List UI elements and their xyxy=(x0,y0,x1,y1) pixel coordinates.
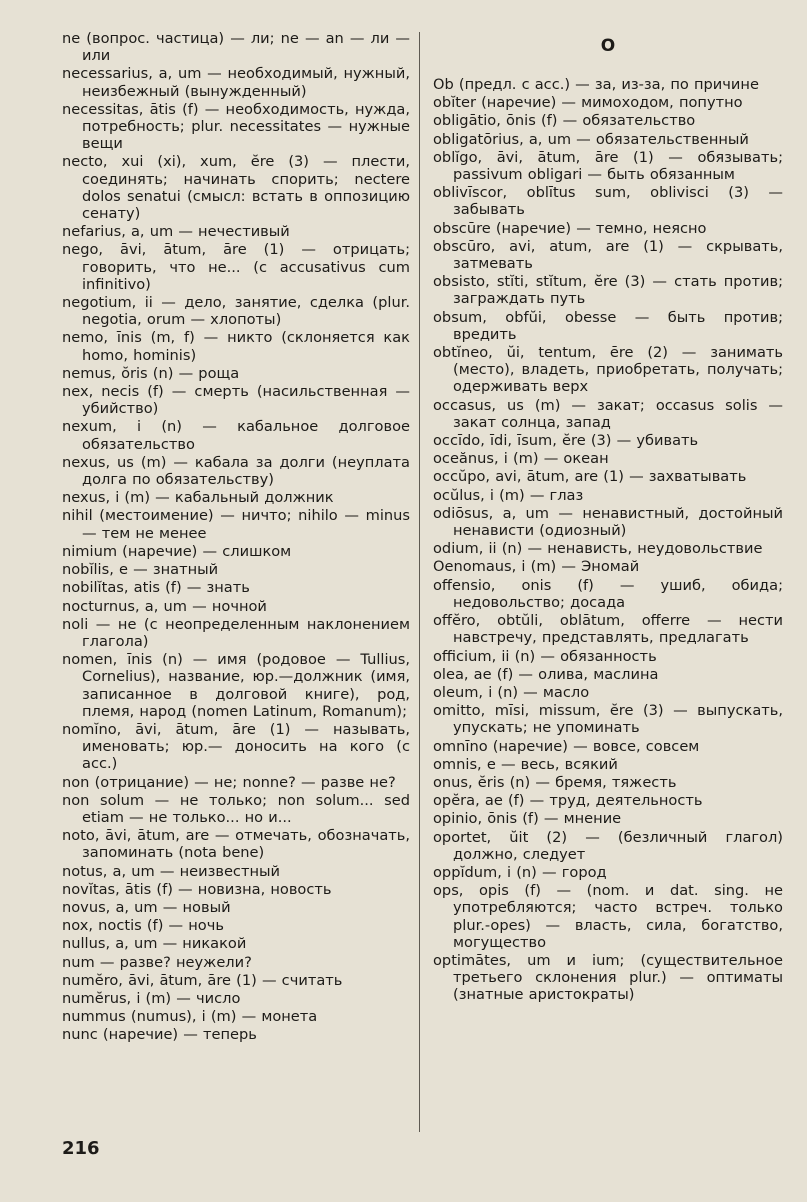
dictionary-entry: novĭtas, ātis (f) — новизна, новость xyxy=(62,880,332,898)
dictionary-entry: obscūro, avi, atum, are (1) — скрывать, затмевать xyxy=(433,237,783,273)
dictionary-entry: nexum, i (n) — кабальное долговое обязательство xyxy=(62,418,410,453)
dictionary-entry: nummus (numus), i (m) — монета xyxy=(62,1008,318,1026)
dictionary-entry: offensio, onis (f) — ушиб, обида; недовольство; досада xyxy=(433,576,783,611)
dictionary-entry: nihil (местоимение) — ничто; nihilo — minus — тем не менее xyxy=(62,507,410,542)
dictionary-entry: oblĭgo, āvi, ātum, āre (1) — обязывать; passivum obligari — быть обязанным xyxy=(433,148,783,184)
dictionary-entry: nullus, a, um — никакой xyxy=(62,935,247,953)
dictionary-entry: omnis, e — весь, всякий xyxy=(433,755,618,773)
dictionary-entry: novus, a, um — новый xyxy=(62,898,231,916)
dictionary-entry: nimium (наречие) — слишком xyxy=(62,542,292,560)
dictionary-entry: non solum — не только; non solum... sed etiam — не только... но и... xyxy=(62,791,410,826)
dictionary-entry: oportet, ŭit (2) — (безличный глагол) должно, следует xyxy=(433,828,783,863)
dictionary-entry: obsisto, stĭti, stĭtum, ĕre (3) — стать против; заграждать путь xyxy=(433,273,783,308)
section-letter: O xyxy=(600,36,616,56)
dictionary-entry: nexus, us (m) — кабала за долги (неуплата долга по обязательству) xyxy=(62,453,410,489)
dictionary-entry: nunc (наречие) — теперь xyxy=(62,1026,257,1044)
dictionary-entry: olea, ae (f) — олива, маслина xyxy=(433,665,659,683)
dictionary-entry: omnīno (наречие) — вовсе, совсем xyxy=(433,737,700,755)
dictionary-entry: omitto, mīsi, missum, ĕre (3) — выпускать, упускать; не упоминать xyxy=(433,702,783,737)
dictionary-entry: negotium, ii — дело, занятие, сделка (plur. negotia, orum — хлопоты) xyxy=(62,294,410,329)
dictionary-entry: occŭpo, avi, ātum, are (1) — захватывать xyxy=(433,468,747,486)
dictionary-entry: opĕra, ae (f) — труд, деятельность xyxy=(433,792,703,810)
dictionary-entry: nomen, īnis (n) — имя (родовое — Tullius, Cornelius), название, юр.—должник (имя, записанное в долговой книге), род, племя, народ (nomen Latinum, Romanum); xyxy=(62,651,410,720)
column-divider xyxy=(419,32,420,1132)
dictionary-entry: nocturnus, a, um — ночной xyxy=(62,597,267,615)
left-column xyxy=(62,30,410,1045)
dictionary-entry: Ob (предл. с acc.) — за, из-за, по причине xyxy=(433,76,759,93)
dictionary-entry: obsum, obfŭi, obesse — быть против; вредить xyxy=(433,308,783,343)
dictionary-entry: nemus, ŏris (n) — роща xyxy=(62,364,240,382)
dictionary-entry: non (отрицание) — не; nonne? — разве не? xyxy=(62,773,396,791)
dictionary-entry: numĕro, āvi, ātum, āre (1) — считать xyxy=(62,971,343,989)
dictionary-entry: necessarius, a, um — необходимый, нужный, неизбежный (вынужденный) xyxy=(62,65,410,100)
dictionary-entry: obligatōrius, a, um — обязательственный xyxy=(433,130,749,148)
dictionary-entry: ocŭlus, i (m) — глаз xyxy=(433,486,584,504)
dictionary-entry: opinio, ōnis (f) — мнение xyxy=(433,810,622,828)
dictionary-entry: noli — не (с неопределенным наклонением глагола) xyxy=(62,615,410,650)
dictionary-entry: obscūre (наречие) — темно, неясно xyxy=(433,219,707,237)
dictionary-entry: necto, xui (xi), xum, ĕre (3) — плести, соединять; начинать спорить; nectere dolos senatui (смысл: встать в оппозицию сенату) xyxy=(62,153,410,223)
dictionary-entry: obĭter (наречие) — мимоходом, попутно xyxy=(433,94,743,112)
dictionary-entry: ne (вопрос. частица) — ли; ne — an — ли — или xyxy=(62,30,410,65)
dictionary-entry: nego, āvi, ātum, āre (1) — отрицать; говорить, что не... (с accusativus cum infinitivo) xyxy=(62,241,410,293)
dictionary-entry: occasus, us (m) — закат; occasus solis — закат солнца, запад xyxy=(433,396,783,431)
dictionary-entry: nomĭno, āvi, ātum, āre (1) — называть, именовать; юр.— доносить на кого (с acc.) xyxy=(62,720,410,773)
dictionary-entry: num — разве? неужели? xyxy=(62,953,252,971)
dictionary-entry: nobĭlis, e — знатный xyxy=(62,561,219,579)
dictionary-entry: oleum, i (n) — масло xyxy=(433,683,590,701)
dictionary-entry: nexus, i (m) — кабальный должник xyxy=(62,489,334,507)
dictionary-entry: ops, opis (f) — (nom. и dat. sing. не употребляются; часто встреч. только plur.-opes) — власть, сила, богатство, могущество xyxy=(433,882,783,951)
dictionary-entry: Oenomaus, i (m) — Эномай xyxy=(433,558,640,576)
dictionary-entry: offĕro, obtŭli, oblātum, offerre — нести навстречу, представлять, предлагать xyxy=(433,612,783,647)
dictionary-entry: notus, a, um — неизвестный xyxy=(62,862,281,880)
dictionary-entry: odiōsus, a, um — ненавистный, достойный ненависти (одиозный) xyxy=(433,504,783,540)
dictionary-entry: oceănus, i (m) — океан xyxy=(433,450,609,468)
dictionary-entry: oppĭdum, i (n) — город xyxy=(433,863,607,881)
dictionary-entry: nex, necis (f) — смерть (насильственная — убийство) xyxy=(62,383,410,418)
dictionary-entry: nox, noctis (f) — ночь xyxy=(62,917,224,935)
dictionary-entry: optimātes, um и ium; (существительное третьего склонения plur.) — оптиматы (знатные аристократы) xyxy=(433,951,783,1004)
dictionary-entry: nobilĭtas, atis (f) — знать xyxy=(62,579,250,597)
right-column xyxy=(433,30,783,1005)
dictionary-entry: obligātio, ōnis (f) — обязательство xyxy=(433,112,696,130)
dictionary-entry: occīdo, īdi, īsum, ĕre (3) — убивать xyxy=(433,432,699,450)
dictionary-entry: necessitas, ātis (f) — необходимость, нужда, потребность; plur. necessitates — нужные вещи xyxy=(62,100,410,153)
dictionary-entry: nefarius, a, um — нечестивый xyxy=(62,223,290,241)
dictionary-entry: nemo, īnis (m, f) — никто (склоняется как homo, hominis) xyxy=(62,329,410,364)
dictionary-entry: onus, ĕris (n) — бремя, тяжесть xyxy=(433,773,677,791)
dictionary-entry: noto, āvi, ātum, are — отмечать, обозначать, запоминать (nota bene) xyxy=(62,827,410,862)
dictionary-entry: oblivīscor, oblītus sum, oblivisci (3) — забывать xyxy=(433,184,783,219)
page-number: 216 xyxy=(62,1138,100,1159)
dictionary-entry: numĕrus, i (m) — число xyxy=(62,989,241,1007)
dictionary-entry: obtĭneo, ŭi, tentum, ēre (2) — занимать (место), владеть, приобретать, получать; одерживать верх xyxy=(433,344,783,396)
dictionary-entry: odium, ii (n) — ненависть, неудовольствие xyxy=(433,540,763,558)
dictionary-entry: officium, ii (n) — обязанность xyxy=(433,647,657,665)
